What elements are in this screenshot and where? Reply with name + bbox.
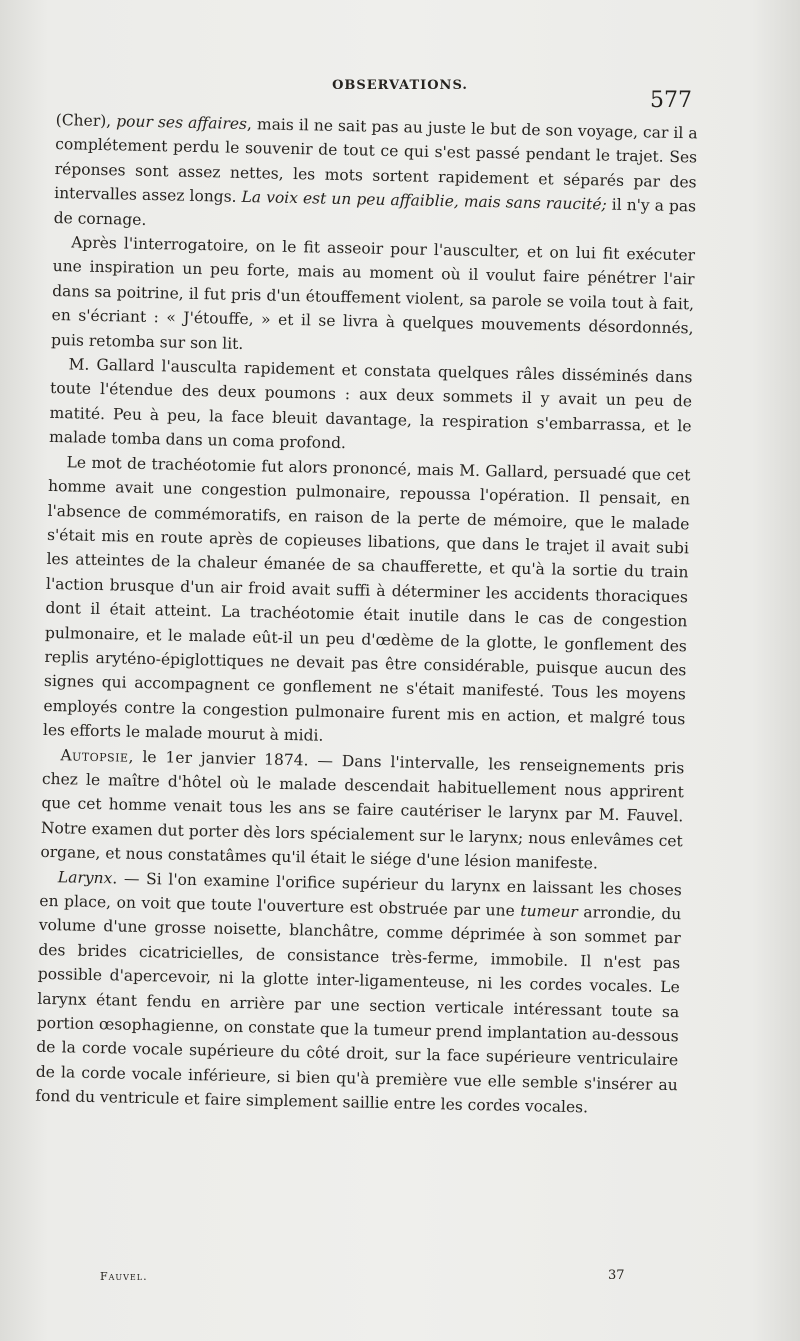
text-run: Le mot de trachéotomie fut alors prononcé, mais M. Gallard, persuadé que cet homme avait une congestion pulmonaire, repoussa l'opération. Il pensait, en l'absence de commémoratifs, en raison de la perte de mémoire, que le malade s'était mis en route après de copieuses libations, que dans le trajet il avait subi les atteintes de la chaleur émanée de sa chaufferette, et qu'à la sortie du train l'action brusque d'un air froid avait suffi à déterminer les accidents thoraciques dont il était atteint. La trachéotomie était inutile dans le cas de congestion pulmonaire, et le malade eût-il un peu d'œdème de la glotte, le gonflement des replis aryténo-épiglottiques ne devait pas être considérable, puisque aucun des signes qui accompagnent ce gonflement ne s'était manifesté. Tous les moyens employés contre la congestion pulmonaire furent mis en action, et malgré tous les efforts le malade mourut à midi. [42, 452, 691, 745]
text-run: , le 1er janvier 1874. — Dans l'intervalle, les renseignements pris chez le maître d'hôtel où le malade descendait habituellement nous apprirent que cet homme venait tous les ans se faire cautériser le larynx par M. Fauvel. Notre examen dut porter dès lors spécialement sur le larynx; nous enlevâmes cet organe, et nous constatâmes qu'il était le siége d'une lésion manifeste. [40, 747, 685, 873]
text-run: La voix est un peu affaiblie, mais sans raucité; [241, 188, 607, 214]
text-run: . — Si l'on examine l'orifice supérieur du larynx en laissant les choses en place, on voit que toute l'ouverture est obstruée par une [39, 868, 682, 920]
text-run: (Cher), [55, 110, 117, 131]
page-number: 577 [650, 88, 692, 113]
paragraph [43, 450, 691, 756]
text-run: M. Gallard l'ausculta rapidement et constata quelques râles disséminés dans toute l'étendue des deux poumons : aux deux sommets il y avait un peu de matité. Peu à peu, la face bleuit davantage, la respiration s'embarrassa, et le malade tomba dans un coma profond. [48, 355, 693, 453]
paragraph [40, 742, 684, 877]
text-run: Après l'interrogatoire, on le fit asseoir pour l'ausculter, et on lui fit exécuter une inspiration un peu forte, mais au moment où il voulut faire pénétrer l'air dans sa poitrine, il fut pris d'un étouffement violent, sa parole se voila tout à fait, en s'écriant : « J'étouffe, » et il se livra à quelques mouvements désordonnés, puis retomba sur son lit. [50, 233, 696, 353]
paragraph [49, 352, 693, 463]
sheet-number: 37 [608, 1268, 625, 1283]
text-run: Larynx [57, 867, 113, 887]
paragraph [53, 108, 697, 243]
text-run: pour ses affaires [116, 112, 248, 134]
text-run: arrondie, du volume d'une grosse noisette, blanchâtre, comme déprimée à son sommet par des brides cicatricielles, de consistance très-ferme, immobile. Il n'est pas possible d'apercevoir, ni la glotte inter-ligamenteuse, ni les cordes vocales. Le larynx étant fendu en arrière par une section verticale intéressant toute sa portion œsophagienne, on constate que la tumeur prend implantation au-dessous de la corde vocale supérieure du côté droit, sur la face supérieure ventriculaire de la corde vocale inférieure, si bien qu'à première vue elle semble s'insérer au fond du ventricule et faire simplement saillie entre les cordes vocales. [35, 903, 682, 1117]
paragraph [51, 230, 695, 365]
text-run: Autopsie [60, 745, 129, 766]
text-run: tumeur [520, 901, 579, 922]
signature-mark: Fauvel. [100, 1270, 148, 1283]
body-text [35, 108, 698, 1122]
running-header: OBSERVATIONS. [332, 78, 468, 93]
text-run: il n'y a pas de cornage. [53, 195, 697, 229]
text-run: , mais il ne sait pas au juste le but de son voyage, car il a complétement perdu le souvenir de tout ce qui s'est passé pendant le trajet. Ses réponses sont assez nettes, les mots sortent rapidement et séparés par des intervalles assez longs. [54, 115, 698, 207]
paragraph [35, 864, 682, 1121]
